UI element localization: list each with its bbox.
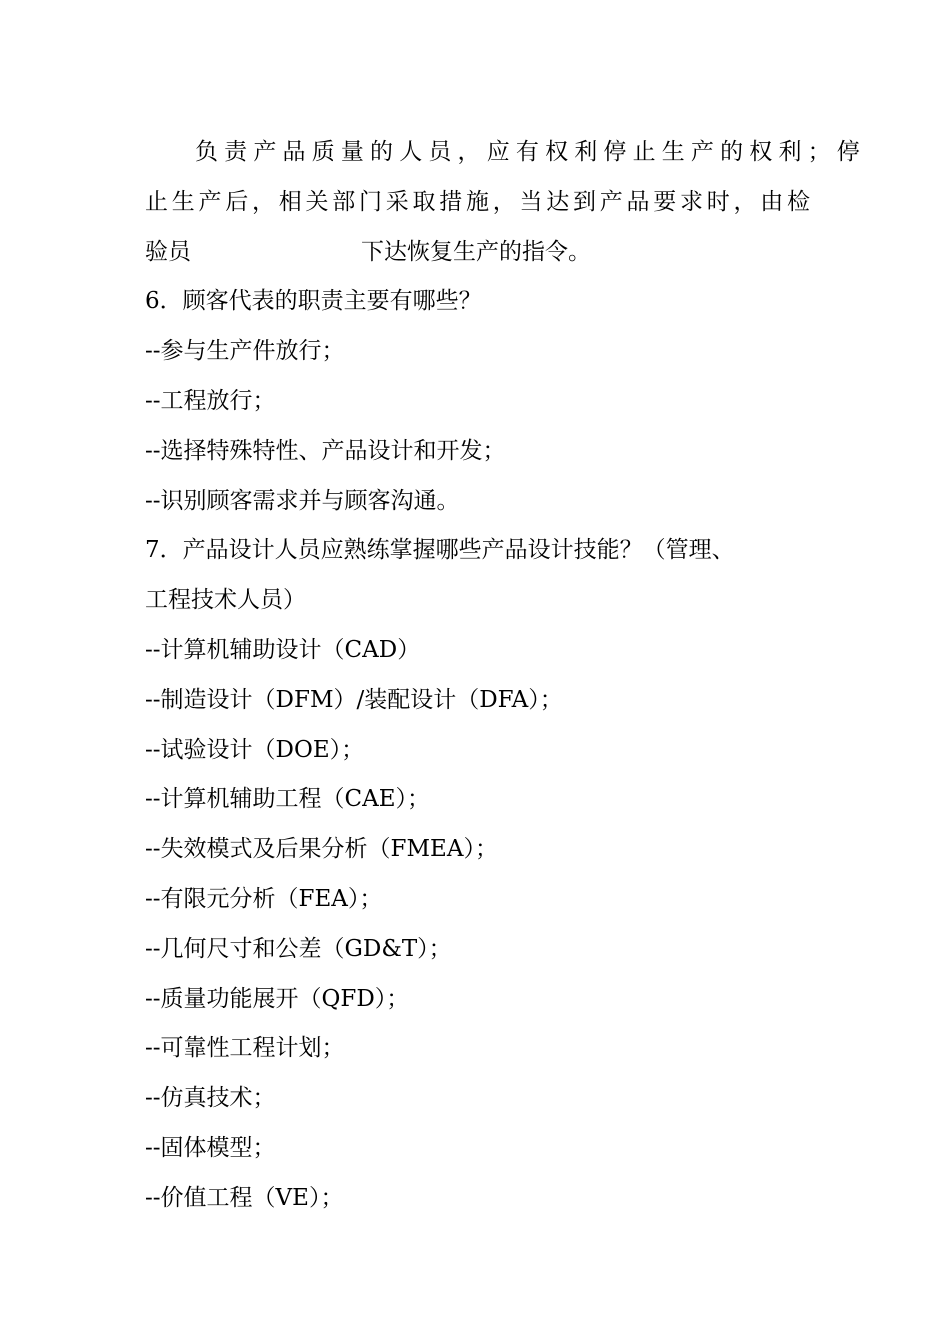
paragraph-char: 止 [632,139,656,165]
question-7-line-2: 工程技术人员） [145,587,306,614]
paragraph-char: 利 [778,139,802,165]
paragraph-char: 求 [680,188,703,215]
question-7-line-1: 7．产品设计人员应熟练掌握哪些产品设计技能？（管理、 [145,537,735,564]
paragraph-char: 人 [399,139,423,165]
paragraph-char: 止 [145,188,168,215]
paragraph-char: 到 [573,188,596,215]
paragraph-char: 责 [224,139,248,165]
q7-answer: --有限元分析（FEA）； [145,885,383,912]
paragraph-char: 达 [546,188,570,215]
paragraph-char: 应 [486,139,510,165]
paragraph-char: 的 [720,139,744,165]
paragraph-char: 质 [311,139,335,165]
q7-answer: --计算机辅助设计（CAD） [145,636,421,663]
paragraph-char: 有 [515,139,539,165]
paragraph-char: 量 [340,139,364,165]
paragraph-char: 关 [305,188,329,215]
paragraph-line-2 [145,178,810,228]
q6-answer: --工程放行； [145,387,276,414]
paragraph-char: 停 [836,139,860,165]
paragraph-char: ， [252,188,275,215]
paragraph-char: 产 [198,188,222,215]
document-body [145,128,860,1224]
paragraph-char: 停 [603,139,627,165]
q7-answer: --可靠性工程计划； [145,1035,345,1062]
q7-answer: --制造设计（DFM）/装配设计（DFA）； [145,686,563,713]
paragraph-char: 当 [519,188,543,215]
paragraph-char: ， [492,188,516,215]
paragraph-char: 措 [439,188,463,215]
q7-answer: --失效模式及后果分析（FMEA）； [145,836,498,863]
q7-answer: --价值工程（VE）； [145,1184,344,1211]
q7-answer: --试验设计（DOE）； [145,736,365,763]
paragraph-char: 部 [332,188,356,215]
paragraph-char: 产 [253,139,277,165]
paragraph-char: 时 [706,188,730,215]
paragraph-char: 施 [466,188,489,215]
q7-answer: --几何尺寸和公差（GD&T）； [145,935,452,962]
paragraph-char: 相 [278,188,302,215]
paragraph-char: 员 [428,139,452,165]
paragraph-char: 品 [626,188,650,215]
paragraph-char: 由 [760,188,784,215]
paragraph-char: 生 [661,139,685,165]
q6-answer: --参与生产件放行； [145,338,345,365]
paragraph-char: 产 [690,139,714,165]
paragraph-line-3 [145,228,810,278]
paragraph-char: 的 [370,139,394,165]
paragraph-char: 品 [282,139,306,165]
paragraph-char: 检 [787,188,810,215]
paragraph-char: 权 [545,139,569,165]
paragraph-char: 后 [225,188,249,215]
paragraph-char: 利 [574,139,598,165]
q7-answer: --计算机辅助工程（CAE）； [145,786,431,813]
paragraph-char: ， [733,188,757,215]
paragraph-char: 采 [385,188,409,215]
q7-answer: --固体模型； [145,1134,276,1161]
q6-answer: --选择特殊特性、产品设计和开发； [145,437,506,464]
paragraph-char: 取 [412,188,436,215]
paragraph-char: ， [457,139,481,165]
paragraph-line-3-end: 下达恢复生产的指令。 [361,238,591,265]
paragraph-char: 产 [599,188,623,215]
paragraph-char: 生 [171,188,195,215]
paragraph-char: ； [807,139,831,165]
paragraph-line-3-start: 验员 [145,238,191,265]
paragraph-char: 要 [653,188,677,215]
q7-answer: --质量功能展开（QFD）； [145,985,410,1012]
paragraph-char: 负 [195,139,218,165]
q6-answer: --识别顾客需求并与顾客沟通。 [145,487,460,514]
paragraph-char: 权 [749,139,773,165]
question-6: 6．顾客代表的职责主要有哪些？ [145,288,482,315]
paragraph-char: 门 [359,188,382,215]
paragraph-line-1 [145,128,860,178]
q7-answer: --仿真技术； [145,1085,276,1112]
